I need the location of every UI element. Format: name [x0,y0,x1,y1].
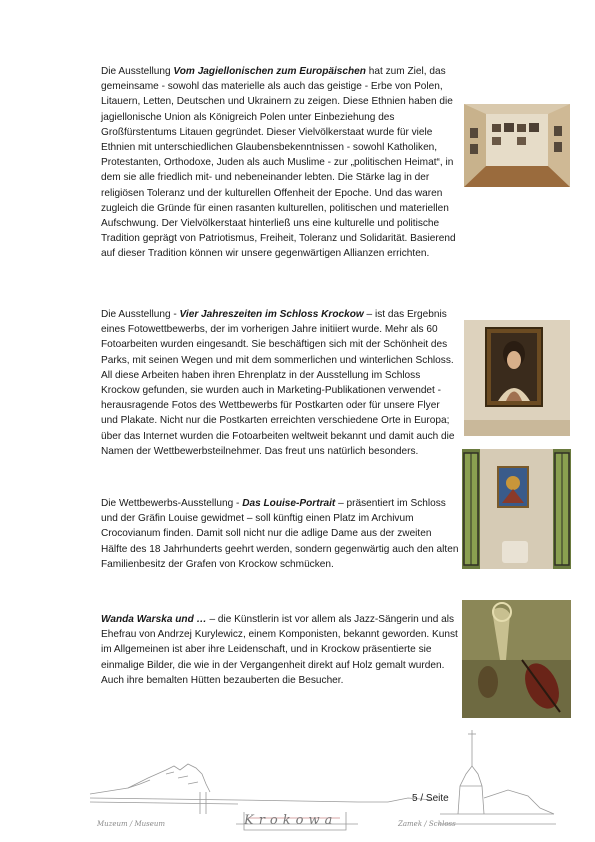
exhibition-title: Vier Jahreszeiten im Schloss Krockow [179,309,364,320]
paragraph-jagiellonian-exhibition [101,64,459,262]
footer-museum-caption: Muzeum / Museum [97,820,166,828]
window-painting-photo [462,449,571,569]
paragraph-body: – präsentiert im Schloss und der Gräfin Louise gewidmet – soll künftig einen Platz im Archivum Crocovianum finden. Damit soll nicht nur die adlige Dame aus der zweiten Hälfte des 18 Jahrhunderts geehrt werden, sondern gegenwärtig auch den alten Familienbesitz der Grafen von Krockow schmücken. [101,498,459,570]
paragraph-lead: Die Ausstellung - [101,309,180,320]
paragraph-wanda-warska [101,612,459,688]
paragraph-lead: Die Ausstellung [101,66,174,77]
exhibition-title: Das Louise-Portrait [242,498,336,509]
paragraph-body: – ist das Ergebnis eines Fotowettbewerbs, der im vorherigen Jahre initiiert wurde. Mehr als 60 Fotoarbeiten wurden eingesandt. Sie beschäftigen sich mit der Schönheit des Parks, mit seinen Wegen und mit dem sommerlichen und winterlichen Schloss. All diese Arbeiten haben ihren Ehrenplatz in der Ausstellung im Schloss Krockow gefunden, sie wurden auch in Marketing-Publikationen verwendet - herausragende Fotos des Wettbewerbs für Postkarten oder für unsere Flyer und Plakate. Nicht nur die Postkarten erreichten verschiedene Orte in Europa; über das Internet wurden die Fotoarbeiten weltweit bekannt und damit auch die Namen der Wettbewerbsteilnehmer. Das freut uns natürlich besonders. [101,309,455,457]
page-number: 5 / Seite [412,793,449,804]
instruments-painting-photo [462,600,571,718]
footer-castle-caption: Zamek / Schloss [398,820,456,828]
paragraph-body: – die Künstlerin ist vor allem als Jazz-Sängerin und als Ehefrau von Andrzej Kurylewicz, einem Komponisten, bekannt geworden. Kunst im Allgemeinen ist aber ihre Leidenschaft, und in Krockow präsentierte sie einmalige Bilder, die wie in der Vergangenheit direkt auf Holz gemalt wurden. Auch ihre bemalten Hütten bezauberten die Besucher. [101,614,458,686]
paragraph-lead: Die Wettbewerbs-Ausstellung - [101,498,243,509]
footer-brand-logo: Krokowa [244,813,338,828]
exhibition-title: Wanda Warska und … [101,614,207,625]
paragraph-louise-portrait [101,496,459,572]
louise-portrait-photo [464,320,570,436]
paragraph-four-seasons-exhibition [101,307,459,459]
gallery-room-photo [464,104,570,187]
paragraph-body: hat zum Ziel, das gemeinsame - sowohl das materielle als auch das geistige - Erbe von Polen, Litauern, Letten, Deutschen und Ukrainern zu zeigen. Diese Ethnien haben die jagiellonische Union als Königreich Polen unter Einbeziehung des Großfürstentums Litauen gegründet. Dieser Vielvölkerstaat wurde für viele Ethnien mit unterschiedlichen Glaubensbekenntnissen - sowohl Katholiken, Protestanten, Orthodoxe, Juden als auch Muslime - zur „politischen Heimat“, in dem sie alle friedlich mit- und nebeneinander lebten. Die Stärke lag in der religiösen Toleranz und der kulturellen Offenheit der Epoche. Und das waren zugleich die Gründe für einen rasanten kulturellen, politischen und materiellen Aufschwung. Der Vielvölkerstaat hinterließ uns eine kulturelle und politische Tradition geprägt von Patriotismus, Freiheit, Toleranz und Solidarität. Basierend auf dieser Tradition können wir unsere gegenwärtigen Allianzen errichten. [101,66,456,260]
exhibition-title: Vom Jagiellonischen zum Europäischen [173,66,366,77]
